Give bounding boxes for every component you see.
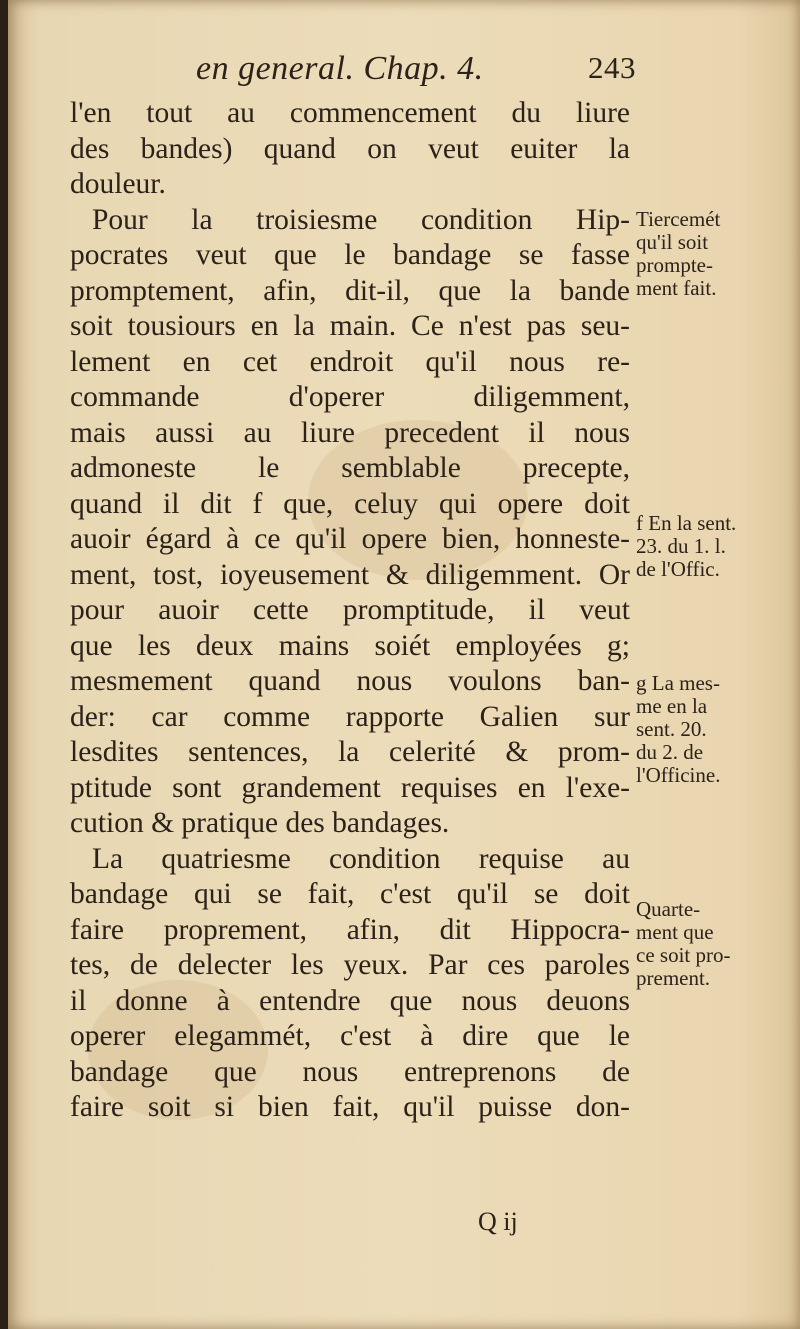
text-line: lement en cet endroit qu'il nous re- [70,345,630,378]
margin-note-tiercement [636,208,796,300]
text-line: pocrates veut que le bandage se fasse [70,239,630,271]
signature-mark: Q ij [478,1207,518,1236]
margin-note-line: prompte- [636,253,713,277]
margin-note-line: qu'il soit [636,230,709,254]
margin-note-line: Tiercemét [636,207,721,231]
text-line: bandage que nous entreprenons de [70,1055,630,1088]
margin-note-reference-f [636,512,796,581]
margin-note-line: de l'Offic. [636,557,720,581]
text-line: auoir égard à ce qu'il opere bien, honneste- [70,523,630,555]
text-line: der: car comme rapporte Galien sur [70,700,630,733]
text-line: l'en tout au commencement du liure [70,97,630,129]
margin-note-line: ment fait. [636,276,717,300]
margin-note-reference-g [636,672,796,787]
text-line: soit tousiours en la main. Ce n'est pas seu- [70,310,630,342]
text-line: commande d'operer diligemment, [70,381,630,413]
text-line: il donne à entendre que nous deuons [70,984,630,1017]
text-line: lesdites sentences, la celerité & prom- [70,736,630,768]
text-line: faire proprement, afin, dit Hippocra- [70,913,630,946]
text-line: operer elegammét, c'est à dire que le [70,1020,630,1052]
page-number: 243 [588,50,636,85]
text-line: mesmement quand nous voulons ban- [70,665,630,697]
margin-note-line: l'Officine. [636,763,721,787]
margin-note-line: du 2. de [636,740,704,764]
margin-note-line: g La mes- [636,671,720,695]
text-line: Pour la troisiesme condition Hip- [92,203,630,236]
book-page [8,0,800,1329]
text-line: des bandes) quand on veut euiter la [70,132,630,165]
text-line: faire soit si bien fait, qu'il puisse don- [70,1091,630,1123]
text-line: douleur. [70,168,166,200]
margin-note-line: prement. [636,966,711,990]
text-line: bandage qui se fait, c'est qu'il se doit [70,878,630,910]
text-line: tes, de delecter les yeux. Par ces paroles [70,949,630,981]
main-text-column [70,96,630,1126]
margin-note-line: Quarte- [636,897,701,921]
text-line: quand il dit f que, celuy qui opere doit [70,487,630,520]
margin-note-line: 23. du 1. l. [636,534,726,558]
margin-note-quartement [636,898,796,990]
text-line: ptitude sont grandement requises en l'exe- [70,771,630,804]
margin-note-line: sent. 20. [636,717,707,741]
margin-note-line: ce soit pro- [636,943,731,967]
running-title: en general. Chap. 4. [196,50,484,87]
text-line: cution & pratique des bandages. [70,807,450,839]
text-line: La quatriesme condition requise au [92,842,630,875]
margin-note-line: ment que [636,920,714,944]
text-line: ment, tost, ioyeusement & diligemment. Or [70,558,630,591]
running-header [196,50,636,88]
text-line: admoneste le semblable precepte, [70,452,630,484]
text-line: promptement, afin, dit-il, que la bande [70,274,630,307]
text-line: mais aussi au liure precedent il nous [70,416,630,449]
margin-note-line: f En la sent. [636,511,737,535]
text-line: pour auoir cette promptitude, il veut [70,594,630,626]
text-line: que les deux mains soiét employées g; [70,629,630,662]
margin-note-line: me en la [636,694,708,718]
